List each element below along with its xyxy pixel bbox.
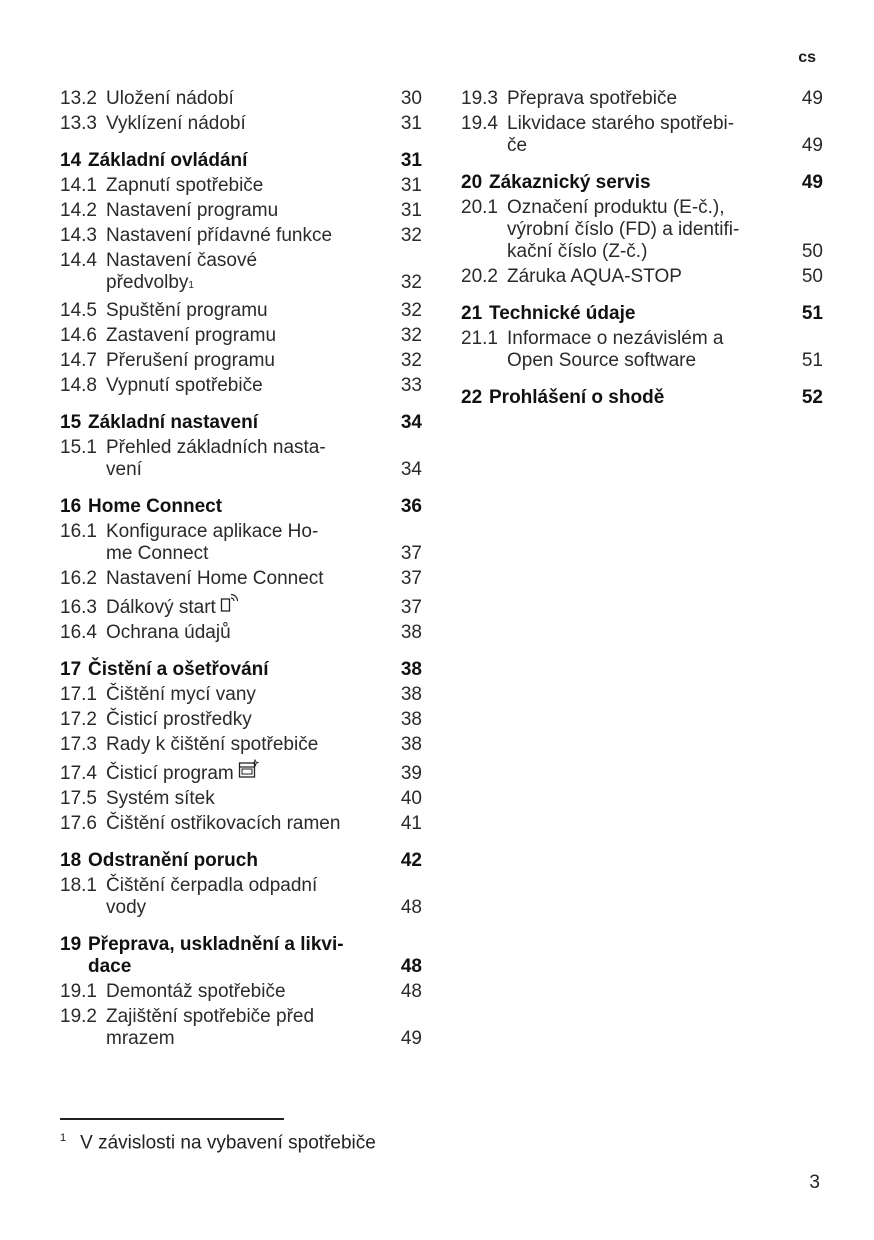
toc-page: 52 [801, 387, 823, 408]
toc-title: Přehled základních nasta- [106, 437, 326, 458]
toc-entry[interactable] [60, 684, 422, 706]
toc-title: Označení produktu (E-č.), [507, 197, 725, 218]
toc-number: 17.2 [60, 709, 97, 730]
toc-page: 38 [400, 684, 422, 705]
toc-title: Ochrana údajů [106, 622, 231, 643]
toc-number: 16.3 [60, 597, 97, 618]
leader-dots [321, 749, 395, 750]
leader-dots [650, 256, 796, 257]
footnote-divider [60, 1118, 284, 1120]
toc-entry[interactable] [461, 88, 823, 110]
toc-title: Systém sítek [106, 788, 215, 809]
leader-dots [250, 165, 395, 166]
toc-title: Nastavení Home Connect [106, 568, 324, 589]
toc-page: 32 [400, 272, 422, 293]
toc-entry[interactable] [60, 981, 422, 1003]
toc-page: 39 [400, 763, 422, 784]
toc-entry[interactable] [60, 225, 422, 247]
toc-page: 31 [400, 150, 422, 171]
toc-number: 14 [60, 150, 82, 171]
toc-number: 17.4 [60, 763, 97, 784]
toc-title: Rady k čištění spotřebiče [106, 734, 319, 755]
toc-title: Zajištění spotřebiče před [106, 1006, 315, 1027]
leader-dots [263, 778, 395, 779]
footnote [60, 1132, 376, 1154]
toc-title: Čištění mycí vany [106, 684, 256, 705]
toc-entry[interactable] [461, 266, 823, 288]
leader-dots [178, 1043, 395, 1044]
leader-dots [255, 724, 395, 725]
toc-number: 17.1 [60, 684, 97, 705]
toc-page: 38 [400, 734, 422, 755]
toc-entry[interactable] [60, 734, 422, 756]
toc-chapter[interactable] [461, 172, 823, 194]
toc-number: 14.6 [60, 325, 97, 346]
leader-dots [266, 190, 395, 191]
toc-title: Přerušení programu [106, 350, 275, 371]
toc-number: 21.1 [461, 328, 498, 349]
leader-dots [261, 865, 395, 866]
toc-title: Dálkový start [106, 597, 216, 618]
toc-page: 50 [801, 266, 823, 287]
toc-title: Základní ovládání [88, 150, 248, 171]
toc-title: Open Source software [507, 350, 697, 371]
toc-number: 14.8 [60, 375, 97, 396]
leader-dots [699, 365, 796, 366]
leader-dots [685, 281, 796, 282]
toc-number: 19.1 [60, 981, 97, 1002]
toc-page: 48 [400, 897, 422, 918]
leader-dots [259, 699, 395, 700]
toc-entry[interactable] [60, 113, 422, 135]
toc-chapter[interactable] [461, 387, 823, 409]
toc-title: Přeprava, uskladnění a likvi- [88, 934, 344, 955]
toc-number: 17.6 [60, 813, 97, 834]
toc-page: 40 [400, 788, 422, 809]
toc-page: 38 [400, 659, 422, 680]
toc-number: 17.3 [60, 734, 97, 755]
toc-page: 49 [801, 172, 823, 193]
leader-dots [197, 287, 395, 288]
toc-entry[interactable] [60, 1006, 422, 1050]
toc-title: Nastavení časové [106, 250, 258, 271]
toc-title: Zapnutí spotřebiče [106, 175, 264, 196]
toc-number: 14.1 [60, 175, 97, 196]
toc-entry[interactable] [60, 88, 422, 110]
toc-entry[interactable] [60, 250, 422, 297]
toc-chapter[interactable] [60, 496, 422, 518]
toc-entry[interactable] [60, 709, 422, 731]
toc-entry[interactable] [60, 759, 422, 785]
toc-title: Čištění čerpadla odpadní [106, 875, 318, 896]
toc-number: 19.3 [461, 88, 498, 109]
leader-dots [241, 612, 395, 613]
toc-title: Likvidace starého spotřebi- [507, 113, 735, 134]
leader-dots [134, 971, 395, 972]
toc-page: 48 [400, 981, 422, 1002]
toc-page: 32 [400, 300, 422, 321]
footnote-ref: 1 [188, 280, 194, 291]
toc-page: 34 [400, 459, 422, 480]
toc-entry[interactable] [60, 375, 422, 397]
toc-title: Čisticí program [106, 763, 234, 784]
leader-dots [289, 996, 395, 997]
toc-number: 19.2 [60, 1006, 97, 1027]
leader-dots [211, 558, 395, 559]
toc-page: 38 [400, 622, 422, 643]
toc-entry[interactable] [60, 350, 422, 372]
toc-title: Vypnutí spotřebiče [106, 375, 263, 396]
toc-entry[interactable] [60, 622, 422, 644]
remote-start-icon [220, 593, 238, 619]
footnote-text: V závislosti na vybavení spotřebiče [80, 1132, 376, 1154]
page-number: 3 [809, 1172, 820, 1193]
leader-dots [530, 150, 796, 151]
leader-dots [145, 474, 395, 475]
toc-number: 18 [60, 850, 82, 871]
toc-page: 36 [400, 496, 422, 517]
toc-entry[interactable] [60, 593, 422, 619]
toc-title: Konfigurace aplikace Ho- [106, 521, 319, 542]
leader-dots [638, 318, 796, 319]
toc-number: 20 [461, 172, 483, 193]
leader-dots [234, 637, 395, 638]
toc-page: 50 [801, 241, 823, 262]
toc-title: Přeprava spotřebiče [507, 88, 678, 109]
leader-dots [335, 240, 395, 241]
toc-title: Prohlášení o shodě [489, 387, 665, 408]
toc-number: 21 [461, 303, 483, 324]
toc-number: 14.3 [60, 225, 97, 246]
leader-dots [271, 315, 395, 316]
toc-title: Základní nastavení [88, 412, 259, 433]
toc-number: 22 [461, 387, 483, 408]
toc-entry[interactable] [461, 328, 823, 372]
toc-title: mrazem [106, 1028, 175, 1049]
toc-entry[interactable] [461, 113, 823, 157]
toc-number: 14.4 [60, 250, 97, 271]
toc-entry[interactable] [60, 521, 422, 565]
toc-page: 31 [400, 113, 422, 134]
leader-dots [680, 103, 796, 104]
leader-dots [261, 427, 395, 428]
toc-title: Čištění ostřikovacích ramen [106, 813, 341, 834]
toc-number: 15 [60, 412, 82, 433]
footnote-number: 1 [60, 1132, 67, 1144]
toc-entry[interactable] [60, 568, 422, 590]
toc-title: Čistění a ošetřování [88, 659, 269, 680]
toc-page: 34 [400, 412, 422, 433]
toc-entry[interactable] [60, 437, 422, 481]
toc-entry[interactable] [60, 875, 422, 919]
toc-chapter[interactable] [461, 303, 823, 325]
toc-title: če [507, 135, 528, 156]
toc-entry[interactable] [60, 200, 422, 222]
language-code: cs [798, 49, 816, 66]
leader-dots [225, 511, 395, 512]
toc-number: 16.2 [60, 568, 97, 589]
toc-title: vení [106, 459, 142, 480]
toc-chapter[interactable] [60, 850, 422, 872]
toc-title: Spuštění programu [106, 300, 268, 321]
toc-number: 13.2 [60, 88, 97, 109]
toc-number: 18.1 [60, 875, 97, 896]
toc-page: 42 [400, 850, 422, 871]
toc-number: 16.4 [60, 622, 97, 643]
toc-title: Záruka AQUA-STOP [507, 266, 682, 287]
toc-title: Technické údaje [489, 303, 636, 324]
toc-title: Zastavení programu [106, 325, 277, 346]
toc-page: 51 [801, 303, 823, 324]
toc-column-right [461, 88, 823, 412]
toc-title: me Connect [106, 543, 209, 564]
toc-page: 32 [400, 225, 422, 246]
leader-dots [249, 128, 395, 129]
toc-title: Vyklízení nádobí [106, 113, 246, 134]
leader-dots [281, 215, 395, 216]
toc-page: 48 [400, 956, 422, 977]
toc-number: 20.1 [461, 197, 498, 218]
toc-number: 17.5 [60, 788, 97, 809]
toc-page: 37 [400, 597, 422, 618]
toc-number: 15.1 [60, 437, 97, 458]
toc-entry[interactable] [60, 325, 422, 347]
toc-chapter[interactable] [60, 934, 422, 978]
toc-page: 33 [400, 375, 422, 396]
toc-number: 16 [60, 496, 82, 517]
toc-title: Demontáž spotřebiče [106, 981, 286, 1002]
leader-dots [266, 390, 395, 391]
toc-page: 51 [801, 350, 823, 371]
toc-number: 16.1 [60, 521, 97, 542]
leader-dots [237, 103, 395, 104]
toc-page: 32 [400, 325, 422, 346]
toc-title: dace [88, 956, 132, 977]
toc-number: 14.5 [60, 300, 97, 321]
toc-title: Odstranění poruch [88, 850, 258, 871]
toc-title: Informace o nezávislém a [507, 328, 724, 349]
toc-page: 49 [801, 88, 823, 109]
toc-title: vody [106, 897, 147, 918]
leader-dots [327, 583, 395, 584]
toc-title: výrobní číslo (FD) a identifi- [507, 219, 740, 240]
toc-chapter[interactable] [60, 659, 422, 681]
toc-page: 30 [400, 88, 422, 109]
toc-number: 14.7 [60, 350, 97, 371]
toc-chapter[interactable] [60, 412, 422, 434]
toc-page: 41 [400, 813, 422, 834]
toc-number: 13.3 [60, 113, 97, 134]
leader-dots [278, 365, 395, 366]
toc-page: 38 [400, 709, 422, 730]
toc-number: 14.2 [60, 200, 97, 221]
toc-page: 37 [400, 543, 422, 564]
leader-dots [654, 187, 796, 188]
leader-dots [218, 803, 395, 804]
leader-dots [667, 402, 796, 403]
toc-entry[interactable] [461, 197, 823, 263]
toc-title: předvolby [106, 272, 189, 293]
toc-page: 49 [400, 1028, 422, 1049]
toc-number: 19 [60, 934, 82, 955]
toc-page: 31 [400, 175, 422, 196]
toc-number: 20.2 [461, 266, 498, 287]
leader-dots [272, 674, 395, 675]
toc-title: Zákaznický servis [489, 172, 651, 193]
toc-title: Nastavení přídavné funkce [106, 225, 333, 246]
toc-title: Nastavení programu [106, 200, 279, 221]
cleaning-program-icon [238, 759, 260, 785]
toc-page: 37 [400, 568, 422, 589]
toc-title: Čisticí prostředky [106, 709, 252, 730]
toc-page: 32 [400, 350, 422, 371]
toc-entry[interactable] [60, 300, 422, 322]
leader-dots [149, 912, 395, 913]
toc-page: 49 [801, 135, 823, 156]
toc-page: 31 [400, 200, 422, 221]
toc-entry[interactable] [60, 788, 422, 810]
toc-title: Uložení nádobí [106, 88, 234, 109]
toc-number: 17 [60, 659, 82, 680]
leader-dots [343, 828, 395, 829]
toc-number: 19.4 [461, 113, 498, 134]
toc-chapter[interactable] [60, 150, 422, 172]
toc-title: Home Connect [88, 496, 223, 517]
toc-entry[interactable] [60, 813, 422, 835]
leader-dots [279, 340, 395, 341]
toc-column-left [60, 88, 422, 1053]
toc-entry[interactable] [60, 175, 422, 197]
toc-title: kační číslo (Z-č.) [507, 241, 648, 262]
